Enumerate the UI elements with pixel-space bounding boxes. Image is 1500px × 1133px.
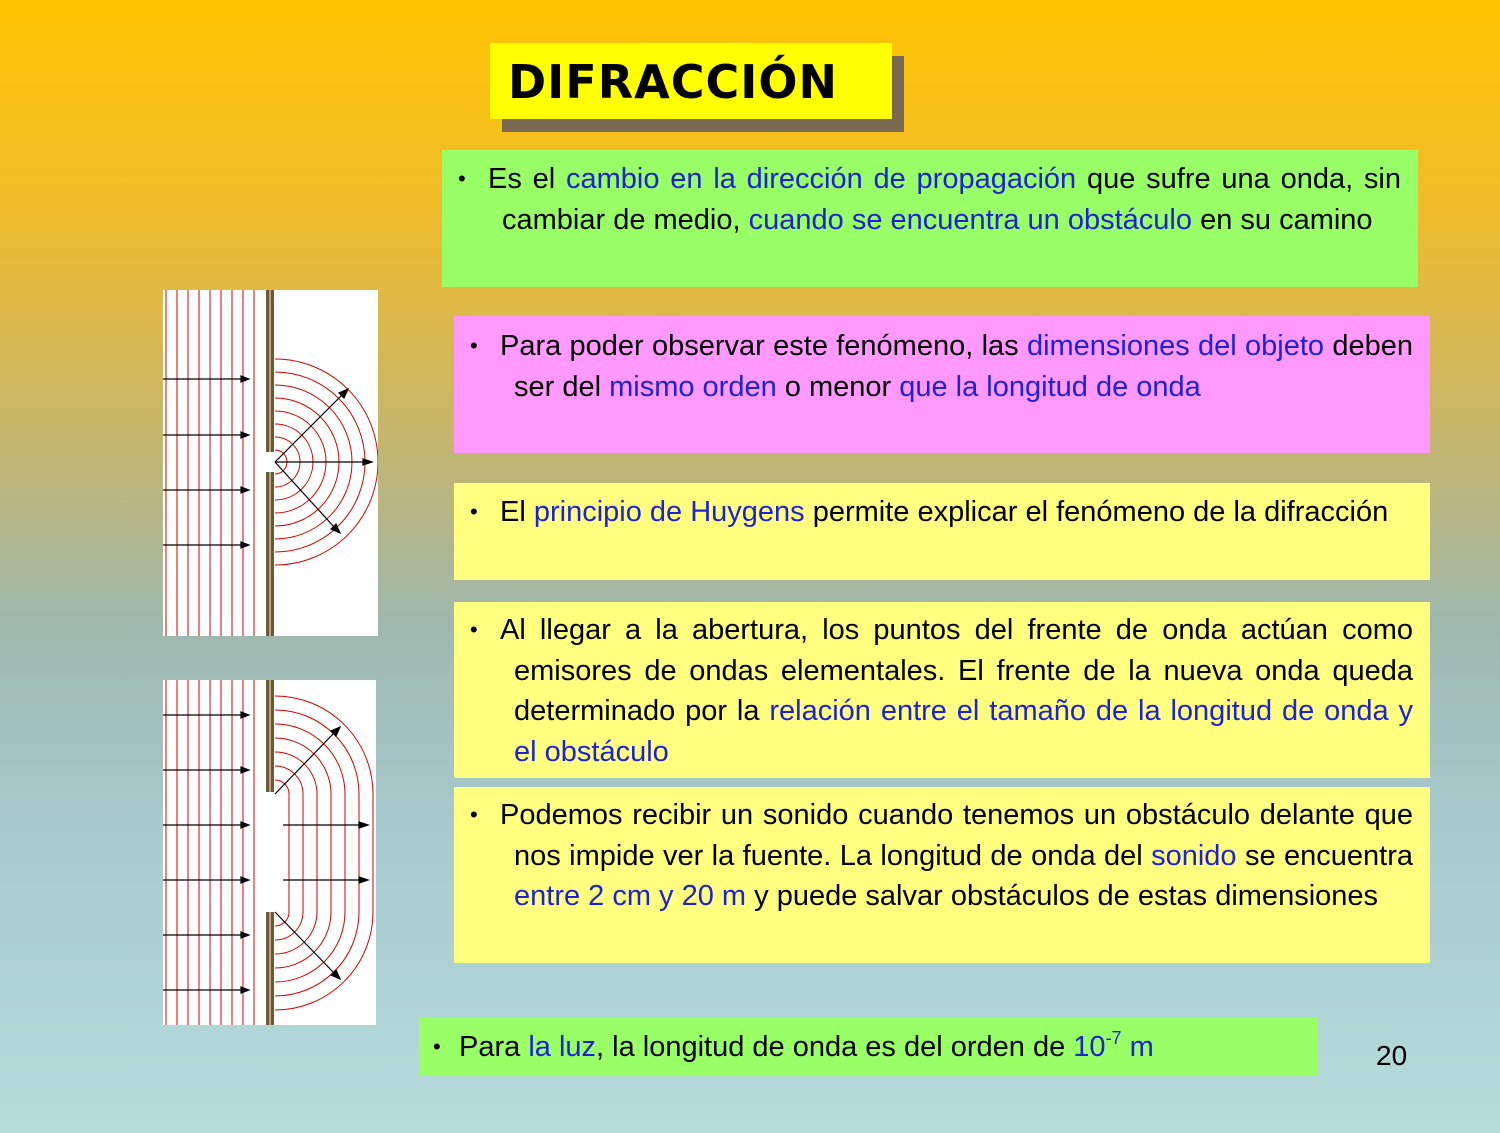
- narrow-slit-diagram: [163, 290, 378, 636]
- aperture-text: • Al llegar a la abertura, los puntos del frente de onda actúan como emisores de ondas elementales. El frente de la nueva onda queda determinado por la relación entre el tamaño de la longitud de onda y el obstáculo: [470, 610, 1413, 772]
- bullet: •: [470, 617, 478, 642]
- sound-box: [454, 787, 1430, 963]
- definition-box: [442, 150, 1418, 287]
- diffraction-figure-wide-slit: [163, 680, 376, 1025]
- sound-text: • Podemos recibir un sonido cuando tenemos un obstáculo delante que nos impide ver la fuente. La longitud de onda del sonido se encuentra entre 2 cm y 20 m y puede salvar obstáculos de estas dimensiones: [470, 795, 1413, 917]
- page-number: 20: [1376, 1040, 1408, 1071]
- bullet: •: [433, 1034, 441, 1059]
- incident-wavefronts: [166, 290, 254, 636]
- bullet: •: [458, 166, 466, 191]
- bullet: •: [470, 802, 478, 827]
- wide-slit-diagram: [163, 680, 376, 1025]
- wave-direction-arrows: [163, 712, 368, 993]
- huygens-text: • El principio de Huygens permite explicar el fenómeno de la difracción: [470, 492, 1413, 533]
- definition-text: • Es el cambio en la dirección de propagación que sufre una onda, sin cambiar de medio, cuando se encuentra un obstáculo en su camino: [458, 159, 1401, 240]
- condition-box: [454, 316, 1430, 453]
- condition-text: • Para poder observar este fenómeno, las dimensiones del objeto deben ser del mismo orden o menor que la longitud de onda: [470, 326, 1413, 407]
- huygens-box: [454, 483, 1430, 580]
- barrier: [266, 290, 274, 636]
- aperture-box: [454, 602, 1430, 778]
- title-box: [490, 43, 892, 119]
- light-text: • Para la luz, la longitud de onda es del orden de $10^{-7}$ m: [433, 1027, 1313, 1068]
- barrier: [266, 680, 274, 1025]
- bullet: •: [470, 333, 478, 358]
- page-title: DIFRACCIÓN: [508, 55, 838, 109]
- light-box: [419, 1018, 1317, 1076]
- incident-wavefronts: [166, 680, 254, 1025]
- bullet: •: [470, 499, 478, 524]
- diffraction-figure-narrow-slit: [163, 290, 378, 636]
